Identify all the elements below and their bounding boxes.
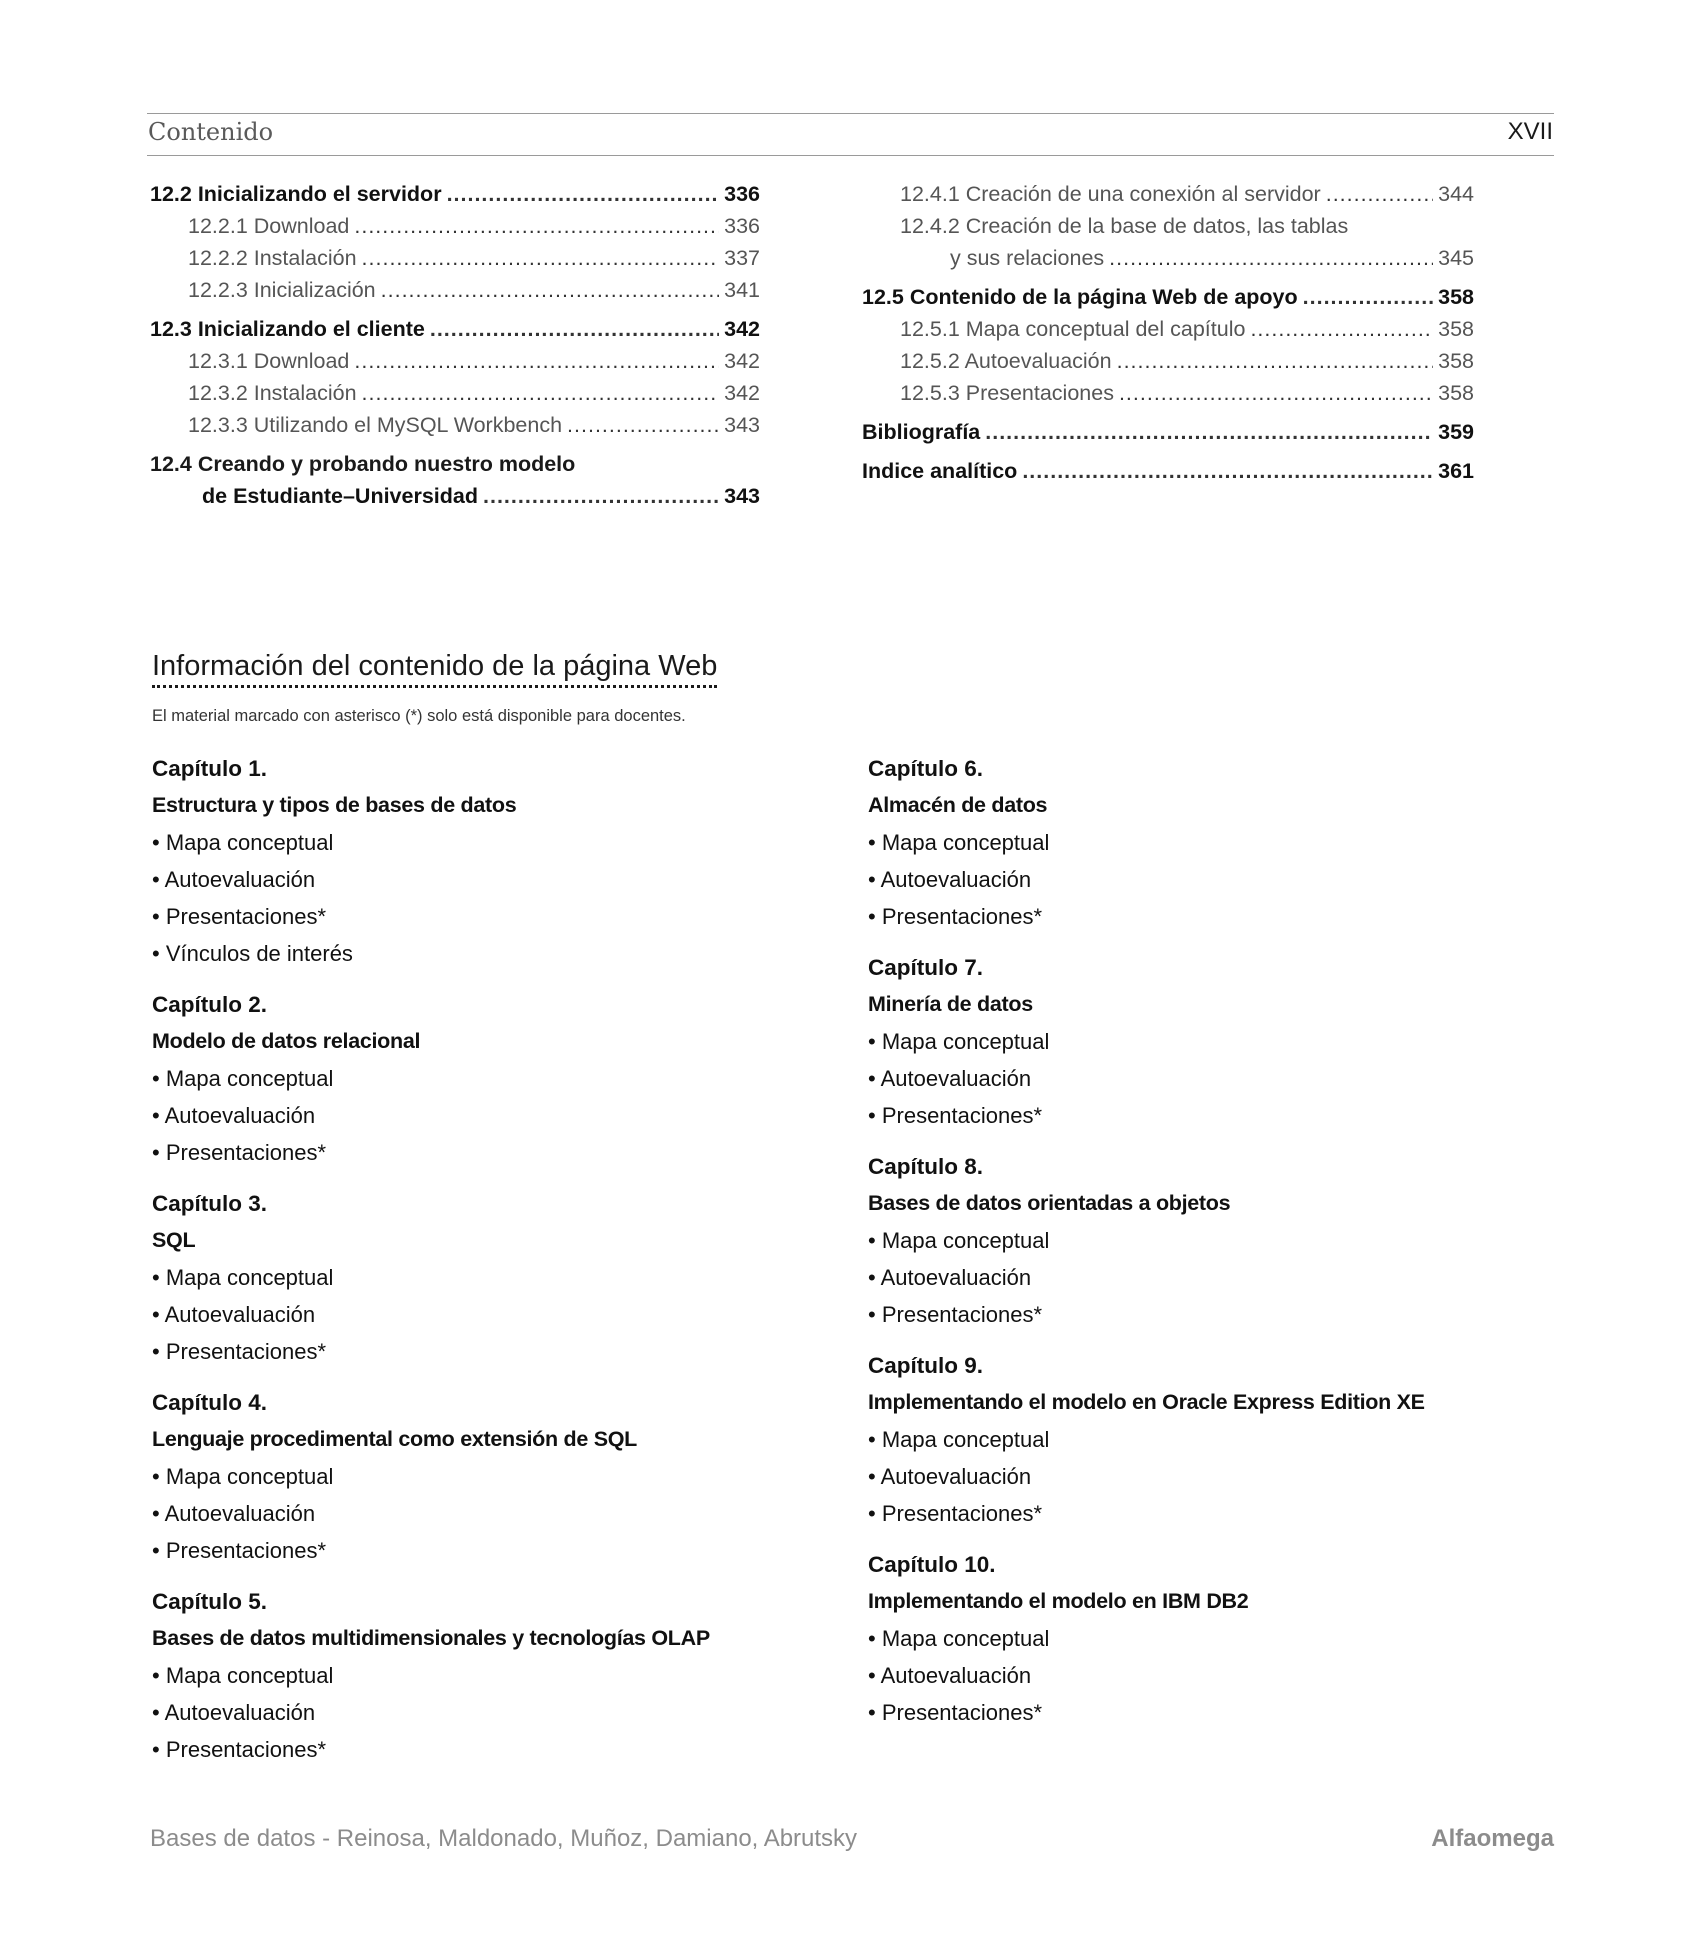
chapter-heading: Capítulo 3.: [152, 1191, 268, 1216]
toc-entry-page: 359: [1438, 420, 1474, 444]
chapter-heading: Capítulo 8.: [868, 1154, 984, 1179]
toc-entry: [862, 345, 1474, 377]
toc-leader-dots: [362, 377, 720, 409]
chapter-heading: Capítulo 4.: [152, 1390, 268, 1415]
toc-entry: [862, 242, 1474, 274]
toc-entry: [862, 281, 1474, 313]
footer-publisher: Alfaomega: [1431, 1825, 1554, 1852]
chapter-resource-item: • Mapa conceptual: [868, 1222, 1488, 1259]
chapter-resource-item: • Autoevaluación: [152, 1694, 772, 1731]
toc-leader-dots: [1326, 178, 1433, 210]
chapter-resource-item: • Autoevaluación: [152, 1495, 772, 1532]
toc-entry-page: 358: [1438, 317, 1474, 341]
chapter-block: [152, 1384, 772, 1569]
chapter-resource-item: • Autoevaluación: [868, 861, 1488, 898]
chapter-block: [152, 1583, 772, 1768]
chapter-heading: Capítulo 5.: [152, 1589, 268, 1614]
chapter-resource-item: • Mapa conceptual: [868, 1023, 1488, 1060]
toc-entry-title: 12.5.2 Autoevaluación: [900, 349, 1112, 373]
footer-book-credit: Bases de datos - Reinosa, Maldonado, Muñoz, Damiano, Abrutsky: [150, 1825, 858, 1852]
chapter-resource-item: • Autoevaluación: [152, 861, 772, 898]
toc-entry: [862, 455, 1474, 487]
toc-leader-dots: [354, 345, 719, 377]
chapter-resource-item: • Autoevaluación: [868, 1259, 1488, 1296]
toc-entry-title: y sus relaciones: [950, 246, 1105, 270]
toc-entry-title: 12.4.1 Creación de una conexión al servidor: [900, 182, 1321, 206]
chapter-title: Estructura y tipos de bases de datos: [152, 793, 517, 817]
toc-right-column: [862, 178, 1474, 487]
chapter-resource-item: • Mapa conceptual: [868, 1421, 1488, 1458]
chapter-title: Modelo de datos relacional: [152, 1029, 421, 1053]
chapter-resource-item: • Presentaciones*: [152, 1532, 772, 1569]
running-head: Contenido: [148, 118, 274, 146]
toc-leader-dots: [1117, 345, 1434, 377]
toc-entry-page: 342: [724, 381, 760, 405]
toc-entry: [150, 242, 760, 274]
toc-left-column: [150, 178, 760, 512]
toc-leader-dots: [1119, 377, 1433, 409]
toc-entry-page: 342: [724, 317, 760, 341]
chapter-heading: Capítulo 9.: [868, 1353, 984, 1378]
chapter-resource-item: • Vínculos de interés: [152, 935, 772, 972]
chapter-resource-item: • Mapa conceptual: [152, 1458, 772, 1495]
toc-entry-title: 12.2.3 Inicialización: [188, 278, 376, 302]
chapter-heading: Capítulo 10.: [868, 1552, 996, 1577]
toc-leader-dots: [985, 416, 1433, 448]
toc-entry-title-line: 12.4.2 Creación de la base de datos, las tablas: [900, 214, 1349, 238]
chapter-title: Bases de datos orientadas a objetos: [868, 1191, 1231, 1215]
chapter-heading: Capítulo 1.: [152, 756, 268, 781]
chapter-heading: Capítulo 6.: [868, 756, 984, 781]
toc-entry-page: 337: [724, 246, 760, 270]
chapter-resource-item: • Autoevaluación: [868, 1657, 1488, 1694]
chapter-block: [152, 1185, 772, 1370]
toc-entry-title: 12.2.2 Instalación: [188, 246, 357, 270]
chapter-heading: Capítulo 2.: [152, 992, 268, 1017]
chapter-block: [152, 750, 772, 972]
header-bottom-rule: [147, 155, 1554, 156]
toc-entry-page: 342: [724, 349, 760, 373]
toc-entry-title: 12.5 Contenido de la página Web de apoyo: [862, 285, 1298, 309]
toc-entry-title: 12.2.1 Download: [188, 214, 350, 238]
chapter-heading: Capítulo 7.: [868, 955, 984, 980]
toc-entry: [862, 416, 1474, 448]
toc-leader-dots: [430, 313, 719, 345]
toc-entry-page: 341: [724, 278, 760, 302]
chapter-resource-item: • Presentaciones*: [868, 1296, 1488, 1333]
toc-entry-title: 12.3.3 Utilizando el MySQL Workbench: [188, 413, 563, 437]
toc-entry-page: 358: [1438, 285, 1474, 309]
chapter-title: Almacén de datos: [868, 793, 1048, 817]
toc-entry: [150, 480, 760, 512]
toc-entry-title: de Estudiante–Universidad: [202, 484, 478, 508]
chapter-resource-item: • Presentaciones*: [152, 1333, 772, 1370]
toc-leader-dots: [483, 480, 719, 512]
toc-entry-title: 12.5.1 Mapa conceptual del capítulo: [900, 317, 1246, 341]
web-right-column: [868, 750, 1488, 1745]
toc-entry-title: Bibliografía: [862, 420, 981, 444]
toc-leader-dots: [362, 242, 720, 274]
toc-leader-dots: [1250, 313, 1433, 345]
toc-entry-title: 12.2 Inicializando el servidor: [150, 182, 442, 206]
chapter-resource-item: • Mapa conceptual: [868, 1620, 1488, 1657]
chapter-block: [868, 1347, 1488, 1532]
toc-entry-page: 344: [1438, 182, 1474, 206]
toc-entry-page: 358: [1438, 349, 1474, 373]
toc-entry-page: 343: [724, 413, 760, 437]
toc-entry: [150, 377, 760, 409]
chapter-block: [868, 750, 1488, 935]
web-left-column: [152, 750, 772, 1782]
chapter-resource-item: • Presentaciones*: [152, 898, 772, 935]
toc-entry: [862, 377, 1474, 409]
toc-entry: [150, 313, 760, 345]
chapter-resource-item: • Autoevaluación: [868, 1060, 1488, 1097]
chapter-title: Lenguaje procedimental como extensión de SQL: [152, 1427, 637, 1451]
toc-entry: [150, 274, 760, 306]
chapter-title: Implementando el modelo en Oracle Express Edition XE: [868, 1390, 1425, 1414]
toc-leader-dots: [1022, 455, 1433, 487]
chapter-block: [868, 1148, 1488, 1333]
chapter-title: Minería de datos: [868, 992, 1033, 1016]
toc-entry-page: 361: [1438, 459, 1474, 483]
chapter-title: Bases de datos multidimensionales y tecnologías OLAP: [152, 1626, 710, 1650]
toc-entry: [150, 210, 760, 242]
toc-leader-dots: [567, 409, 719, 441]
chapter-block: [868, 949, 1488, 1134]
chapter-resource-item: • Presentaciones*: [868, 898, 1488, 935]
chapter-title: Implementando el modelo en IBM DB2: [868, 1589, 1249, 1613]
toc-entry: [150, 178, 760, 210]
chapter-resource-item: • Mapa conceptual: [152, 1259, 772, 1296]
chapter-resource-item: • Presentaciones*: [868, 1694, 1488, 1731]
toc-entry-page: 336: [724, 214, 760, 238]
toc-entry-title: 12.3 Inicializando el cliente: [150, 317, 425, 341]
web-section-title: Información del contenido de la página Web: [152, 650, 717, 688]
chapter-block: [152, 986, 772, 1171]
web-section-note: El material marcado con asterisco (*) solo está disponible para docentes.: [152, 707, 686, 725]
toc-entry-page: 336: [724, 182, 760, 206]
toc-entry-title: 12.5.3 Presentaciones: [900, 381, 1114, 405]
chapter-resource-item: • Mapa conceptual: [152, 1657, 772, 1694]
chapter-title: SQL: [152, 1228, 196, 1252]
toc-entry: [150, 409, 760, 441]
chapter-resource-item: • Presentaciones*: [152, 1134, 772, 1171]
toc-entry-title: 12.3.1 Download: [188, 349, 350, 373]
chapter-resource-item: • Mapa conceptual: [152, 824, 772, 861]
toc-leader-dots: [354, 210, 719, 242]
toc-entry-title: 12.3.2 Instalación: [188, 381, 357, 405]
toc-leader-dots: [1303, 281, 1433, 313]
toc-entry: [150, 345, 760, 377]
toc-entry: [862, 313, 1474, 345]
chapter-resource-item: • Autoevaluación: [152, 1097, 772, 1134]
chapter-resource-item: • Mapa conceptual: [868, 824, 1488, 861]
toc-leader-dots: [381, 274, 719, 306]
header-top-rule: [147, 113, 1554, 114]
toc-entry-title-line: 12.4 Creando y probando nuestro modelo: [150, 452, 576, 476]
chapter-block: [868, 1546, 1488, 1731]
chapter-resource-item: • Autoevaluación: [868, 1458, 1488, 1495]
toc-entry-title: Indice analítico: [862, 459, 1018, 483]
chapter-resource-item: • Mapa conceptual: [152, 1060, 772, 1097]
chapter-resource-item: • Presentaciones*: [868, 1495, 1488, 1532]
toc-entry-page: 345: [1438, 246, 1474, 270]
toc-leader-dots: [1109, 242, 1433, 274]
toc-entry-page: 343: [724, 484, 760, 508]
toc-leader-dots: [447, 178, 720, 210]
page-number: XVII: [1507, 118, 1553, 145]
toc-entry: [862, 178, 1474, 210]
chapter-resource-item: • Autoevaluación: [152, 1296, 772, 1333]
toc-entry-page: 358: [1438, 381, 1474, 405]
chapter-resource-item: • Presentaciones*: [868, 1097, 1488, 1134]
chapter-resource-item: • Presentaciones*: [152, 1731, 772, 1768]
